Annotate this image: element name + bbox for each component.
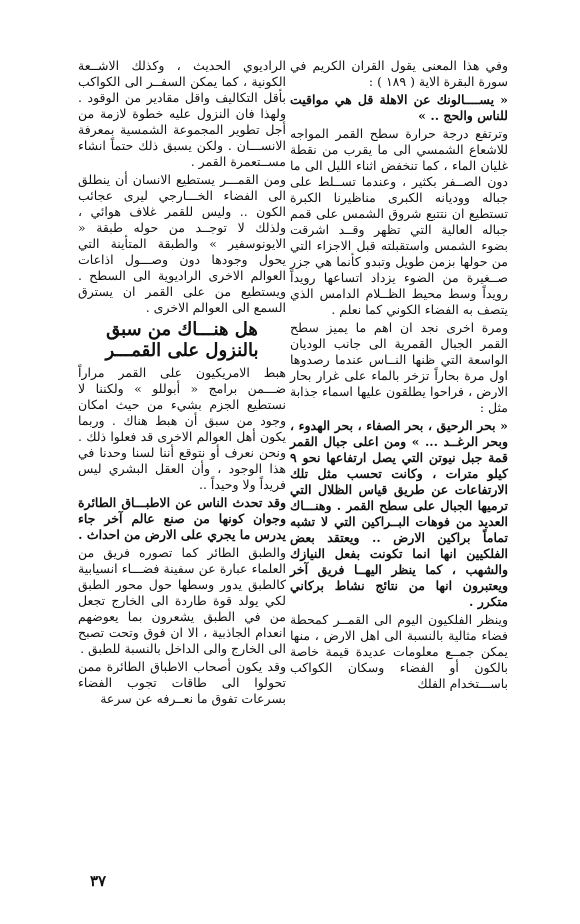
paragraph: ومرة اخرى نجد ان اهم ما يميز سطح القمر الجبال القمرية الى جانب الوديان الواسعة التي ظنها النــاس عندما رصدوها اول مرة بحاراً تزخر بالماء على غرار بحار الارض ، فراحوا يطلقون عليها اسماء جذابة مثل : xyxy=(290,320,508,415)
right-column xyxy=(290,58,508,694)
paragraph: وفي هذا المعنى يقول القران الكريم في سورة البقرة الاية ( ١٨٩ ) : xyxy=(290,58,508,89)
paragraph: والطبق الطائر كما تصوره فريق من العلماء عبارة عن سفينة فضـــاء انسيابية كالطبق يدور وسطها حول محور الطبق لكي يولد قوة طاردة الى الخارج تجعل من في الطبق يشعرون بما يعوضهم انعدام الجاذبية ، الا ان فوق وتحت تصبح الى الخارج والى الداخل بالنسبة للطبق . xyxy=(78,545,286,656)
paragraph-bold: « بحر الرحيق ، بحر الصفاء ، بحر الهدوء ، وبحر الرغــد ... » ومن اعلى جبال القمر قمة جبل نيوتن التي يصل ارتفاعها نحو ٩ كيلو مترات ، وكانت تحسب مثل تلك الارتفاعات عن طريق قياس الظلال التي ترميها الجبال على سطح القمر . وهنـــاك العديد من فوهات البــراكين التي لا تشبه تماماً براكين الارض .. ويعتقد بعض الفلكيين انها انما تكونت بفعل النيازك والشهب ، كما ينظر اليهــا فريق آخر ويعتبرون انها من نتائج نشاط بركاني متكرر . xyxy=(290,418,508,609)
paragraph: وينظر الفلكيون اليوم الى القمــر كمحطة فضاء مثالية بالنسبة الى اهل الارض ، منها يمكن جمــع معلومات عديدة قيمة خاصة بالكون أو الفضاء وسكان الكواكب باســـتخدام الفلك xyxy=(290,612,508,691)
paragraph: هبط الامريكيون على القمر مراراً ضـــمن برامج « أبوللو » ولكننا لا نستطيع الجزم بشيء من حيث امكان وجود من سبق أن هبط هناك . وربما يكون أهل العوالم الاخرى قد فعلوا ذلك . ونحن نعرف أو نتوقع أننا لسنا وحدنا في هذا الوجود ، وأن العقل البشري ليس فريداً ولا وحيداً .. xyxy=(78,365,286,492)
paragraph: وقد يكون أصحاب الاطباق الطائرة ممن تحولوا الى طاقات تجوب الفضاء بسرعات تفوق ما نعــرفه عن سرعة xyxy=(78,659,286,706)
page-number: ٣٧ xyxy=(90,872,107,890)
section-heading: هل هنـــاك من سبق بالنزول على القمـــر xyxy=(105,319,259,361)
paragraph-bold: وقد تحدث الناس عن الاطبـــاق الطائرة وجوان كونها من صنع عالم آخر جاء يدرس ما يجري على الارض من احداث . xyxy=(78,495,286,542)
paragraph: الراديوي الحديث ، وكذلك الاشــعة الكونية ، كما يمكن السفــر الى الكواكب بأقل التكاليف واقل مقادير من الوقود . ولهذا فان النزول عليه خطوة لازمة من أجل تطوير المجموعة الشمسية بمعرفة الانســـان . ولكن يسبق ذلك حتماً انشاء مســتعمرة القمر . xyxy=(78,58,286,169)
paragraph: ومن القمـــر يستطيع الانسان أن ينطلق الى الفضاء الخـــارجي ليرى عجائب الكون .. وليس للقمر غلاف هوائي ، ولذلك لا توجــد من حوله طبقة « الايونوسفير » والطبقة المتأينة التي يحول وجودها دون وصـــول اذاعات العوالم الاخرى الراديوية الى السطح . ويستطيع من على القمر ان يسترق السمع الى العوالم الاخرى . xyxy=(78,172,286,315)
paragraph: وترتفع درجة حرارة سطح القمر المواجه للاشعاع الشمسي الى ما يقرب من نقطة غليان الماء ، كما تنخفض اثناء الليل الى ما دون الصــفر بكثير ، وعندما تســلط على جباله ووديانه الكبرى مناظيرنا الكبرة تستطيع ان نتتبع شروق الشمس على قمم جباله العالية التي تظهر وقــد اشرقت بضوء الشمس واستقبلته قبل الاجزاء التي من حولها بزمن طويل وتبدو كأنما هي جزر صــغيرة من الضوء يزداد اتساعها رويداً رويداً وسط محيط الظــلام الدامس الذي يتصف به الفضاء الكوني كما نعلم . xyxy=(290,126,508,317)
quran-quote: « يســــالونك عن الاهلة قل هي مواقيت للناس والحج .. » xyxy=(290,92,508,123)
left-column xyxy=(78,58,286,709)
